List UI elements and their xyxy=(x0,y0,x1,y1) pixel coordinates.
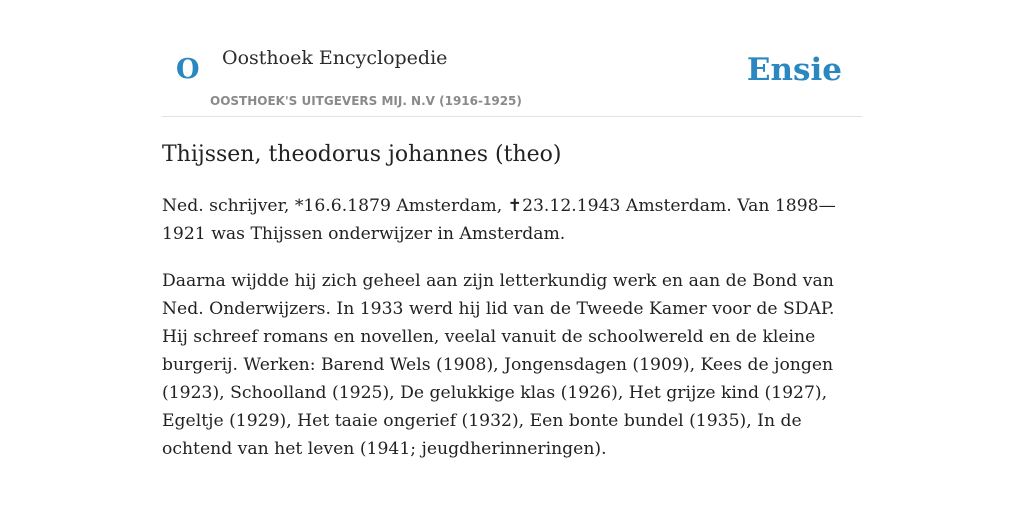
source-header xyxy=(162,0,862,117)
entry-paragraph-2: Daarna wijdde hij zich geheel aan zijn letterkundig werk en aan de Bond van Ned. Onderwijzers. In 1933 werd hij lid van de Tweede Kamer voor de SDAP. Hij schreef romans en novellen, veelal vanuit de schoolwereld en de kleine burgerij. Werken: Barend Wels (1908), Jongensdagen (1909), Kees de jongen (1923), Schoolland (1925), De gelukkige klas (1926), Het grijze kind (1927), Egeltje (1929), Het taaie ongerief (1932), Een bonte bundel (1935), In de ochtend van het leven (1941; jeugdherinneringen). xyxy=(162,271,835,459)
entry-title: Thijssen, theodorus johannes (theo) xyxy=(162,142,562,167)
source-title[interactable]: Oosthoek Encyclopedie xyxy=(222,47,448,69)
entry-paragraph-1: Ned. schrijver, *16.6.1879 Amsterdam, ✝23.12.1943 Amsterdam. Van 1898—1921 was Thijssen onderwijzer in Amsterdam. xyxy=(162,196,836,244)
source-publisher: OOSTHOEK'S UITGEVERS MIJ. N.V (1916-1925) xyxy=(210,94,522,108)
source-logo[interactable]: O xyxy=(176,54,200,85)
ensie-brand-logo[interactable]: Ensie xyxy=(746,52,842,88)
